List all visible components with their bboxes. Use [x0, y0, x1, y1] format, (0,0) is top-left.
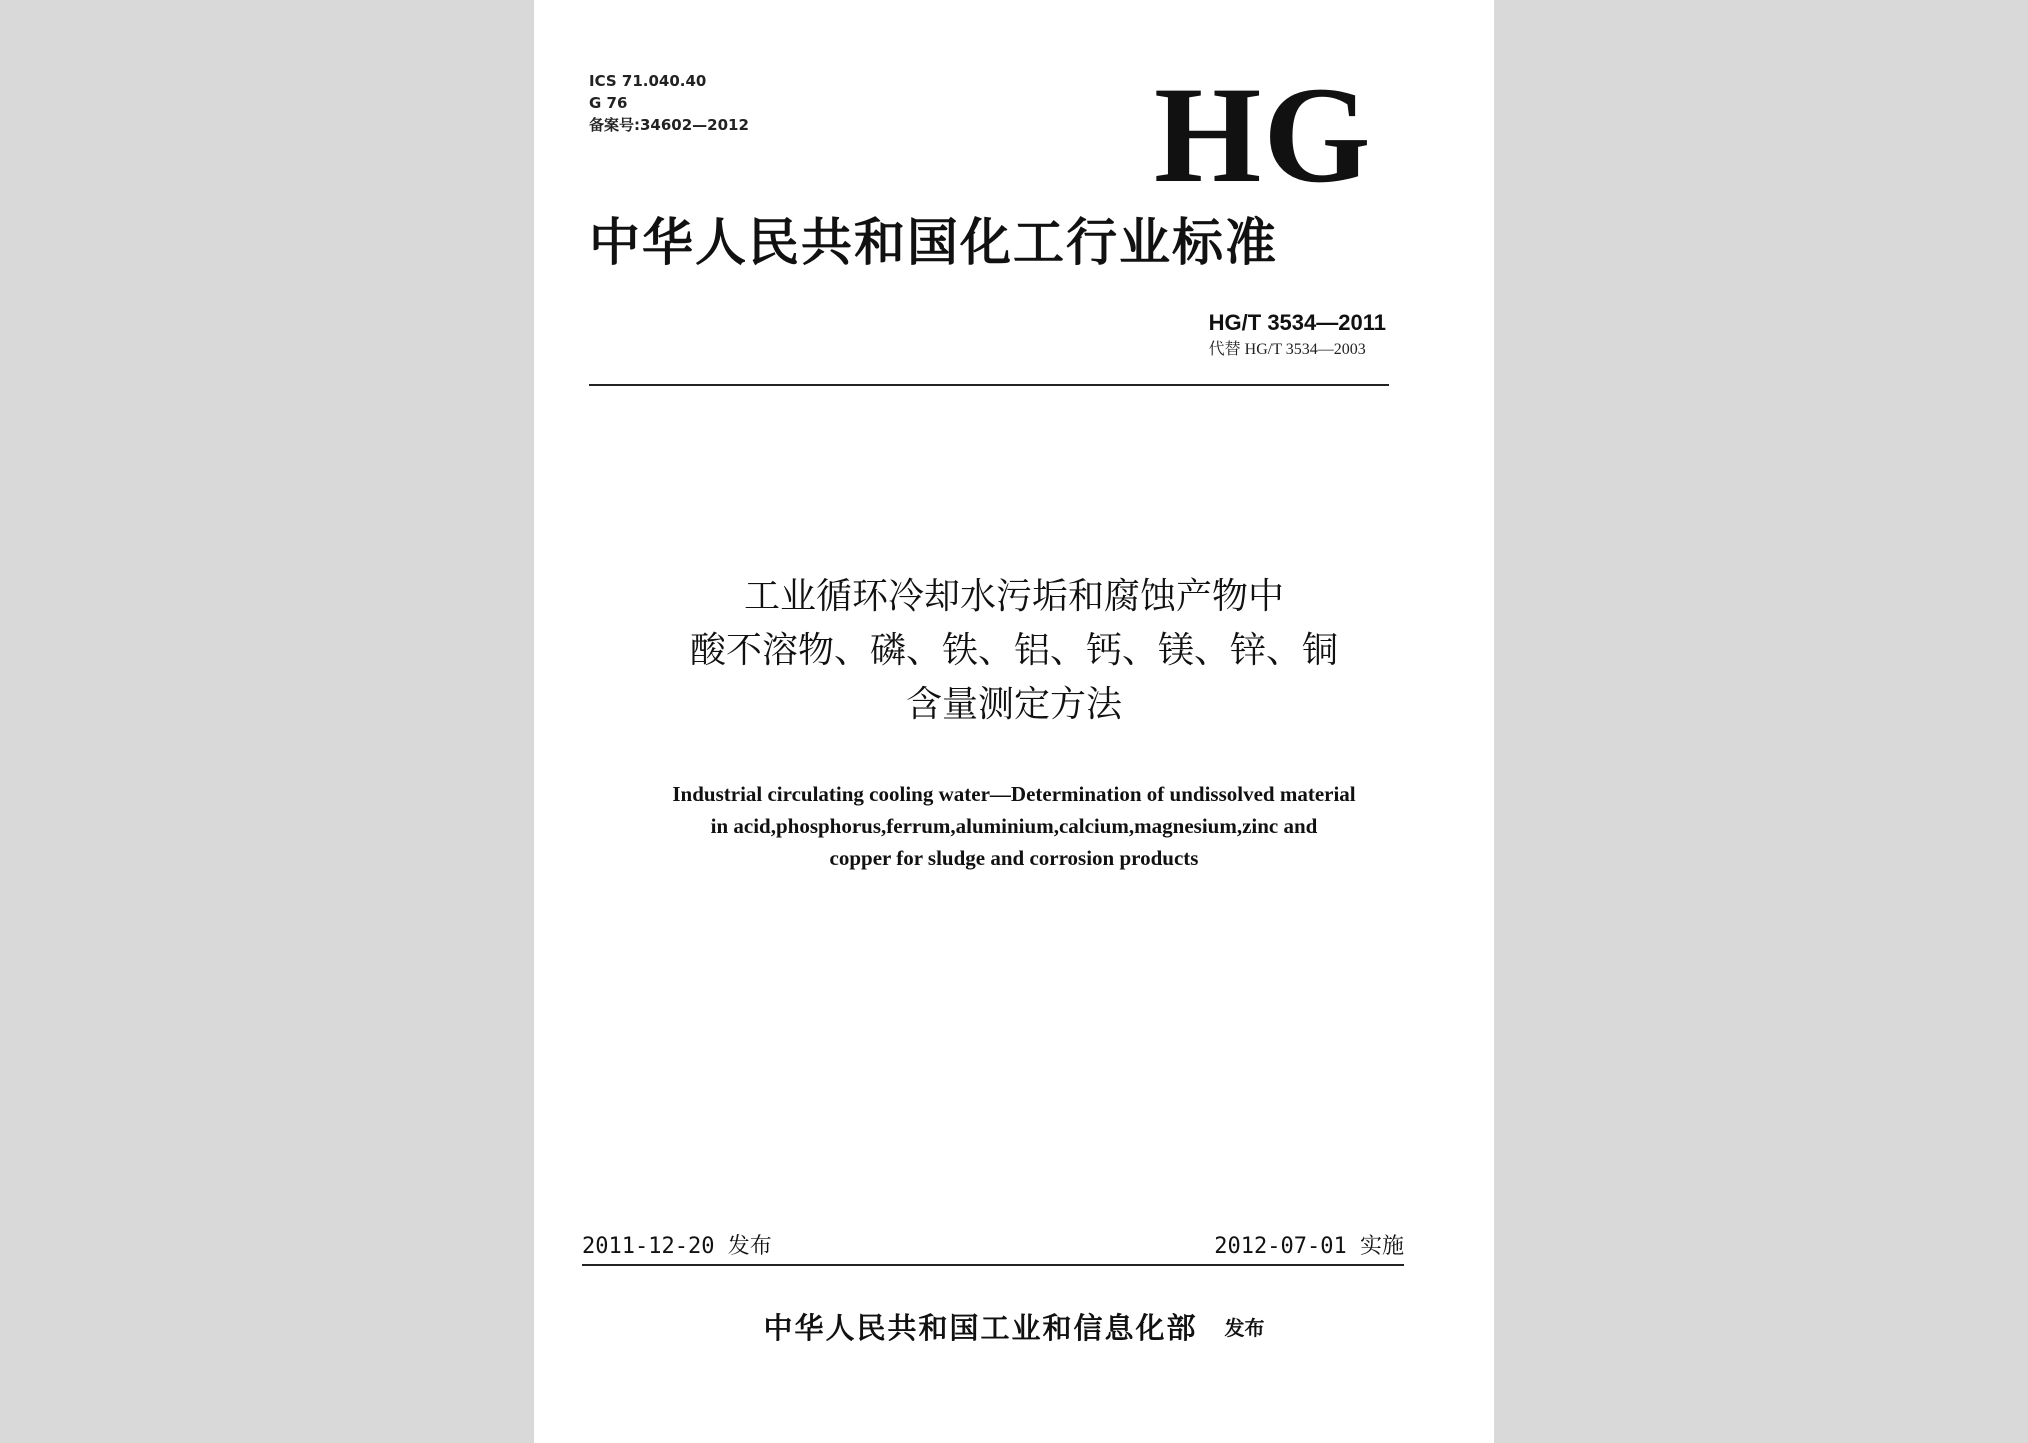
standard-type-heading: 中华人民共和国化工行业标准 [589, 214, 1279, 273]
ics-code: ICS 71.040.40 [589, 72, 707, 90]
document-page [534, 0, 1494, 1443]
hg-logo: HG [1154, 58, 1373, 211]
standard-number-block [1209, 308, 1386, 362]
english-title-line: in acid,phosphorus,ferrum,aluminium,calcium,magnesium,zinc and [710, 814, 1318, 838]
standard-code: HG/T 3534—2011 [1208, 310, 1386, 335]
chinese-title-line: 工业循环冷却水污垢和腐蚀产物中 [743, 576, 1284, 617]
record-number: 备案号:34602—2012 [589, 116, 749, 134]
english-title [534, 778, 1494, 874]
english-title-line: copper for sludge and corrosion products [829, 846, 1199, 870]
english-title-line: Industrial circulating cooling water—Determination of undissolved material [672, 782, 1356, 806]
publisher-name: 中华人民共和国工业和信息化部 [763, 1311, 1198, 1345]
classification-block [589, 70, 749, 136]
publisher-line [534, 1306, 1494, 1347]
header-divider [589, 384, 1389, 386]
implementation-date: 2012-07-01 实施 [1214, 1234, 1404, 1259]
chinese-title [534, 570, 1494, 732]
ccs-code: G 76 [589, 94, 628, 112]
replaces-code: 代替 HG/T 3534—2003 [1208, 341, 1366, 358]
publisher-suffix: 发布 [1224, 1316, 1265, 1340]
date-bar [582, 1230, 1404, 1266]
issue-date: 2011-12-20 发布 [582, 1234, 772, 1259]
chinese-title-line: 酸不溶物、磷、铁、铝、钙、镁、锌、铜 [689, 630, 1338, 671]
chinese-title-line: 含量测定方法 [905, 684, 1122, 725]
